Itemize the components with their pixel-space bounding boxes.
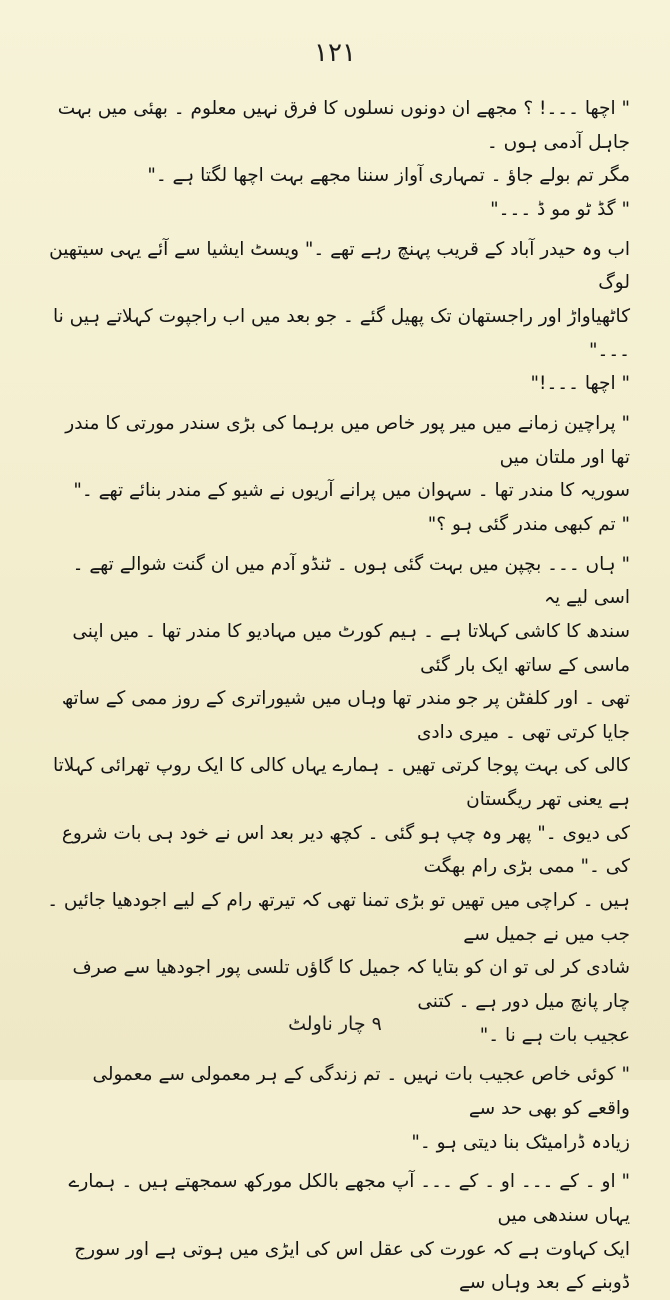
text-line: کالی کی بہت پوجا کرتی تھیں ۔ ہمارے یہاں کالی کا ایک روپ تھرائی کہلاتا ہے یعنی تھر ریگستان bbox=[52, 755, 630, 811]
text-line: " کوئی خاص عجیب بات نہیں ۔ تم زندگی کے ہر معمولی سے معمولی واقعے کو بھی حد سے bbox=[92, 1064, 630, 1120]
text-line: " تم کبھی مندر گئی ہو ؟" bbox=[427, 513, 630, 535]
text-line: شادی کر لی تو ان کو بتایا کہ جمیل کا گاؤں تلسی پور اجودھیا سے صرف چار پانچ میل دور ہے ۔ کتنی bbox=[72, 957, 630, 1013]
page-number: ۱۲۱ bbox=[314, 38, 356, 68]
text-line: ہیں ۔ کراچی میں تھیں تو بڑی تمنا تھی کہ تیرتھ رام کے لیے اجودھیا جائیں ۔ جب میں نے جمیل سے bbox=[47, 890, 630, 945]
text-line: سندھ کا کاشی کہلاتا ہے ۔ ہیم کورٹ میں مہادیو کا مندر تھا ۔ میں اپنی ماسی کے ساتھ ایک بار گئی bbox=[72, 620, 630, 676]
page-footer: ۹ چار ناولٹ bbox=[288, 1013, 382, 1035]
text-line: کاٹھیاواڑ اور راجستھان تک پھیل گئے ۔ جو بعد میں اب راجپوت کہلاتے ہیں نا ۔۔۔" bbox=[52, 305, 630, 361]
text-line: ایک کہاوت ہے کہ عورت کی عقل اس کی ایڑی میں ہوتی ہے اور سورج ڈوبنے کے بعد وہاں سے bbox=[74, 1238, 630, 1294]
text-line: " پراچین زمانے میں میر پور خاص میں برہما کی بڑی سندر مورتی کا مندر تھا اور ملتان میں bbox=[65, 412, 630, 468]
text-line: " او ۔ کے ۔۔۔ او ۔ کے ۔۔۔ آپ مجھے بالکل مورکھ سمجھتے ہیں ۔ ہمارے یہاں سندھی میں bbox=[68, 1171, 630, 1226]
text-line: تھی ۔ اور کلفٹن پر جو مندر تھا وہاں میں شیوراتری کے روز ممی کے ساتھ جایا کرتی تھی ۔ میری دادی bbox=[61, 688, 630, 743]
text-line: عجیب بات ہے نا ۔" bbox=[479, 1024, 630, 1046]
text-line: " گڈ ٹو مو ڈ ۔۔۔" bbox=[490, 198, 630, 220]
text-line: " اچھا ۔۔۔! ؟ مجھے ان دونوں نسلوں کا فرق نہیں معلوم ۔ بھئی میں بہت جاہل آدمی ہوں ۔ bbox=[57, 98, 630, 153]
text-line: کی دیوی ۔" پھر وہ چپ ہو گئی ۔ کچھ دیر بعد اس نے خود ہی بات شروع کی ۔" ممی بڑی رام بھگت bbox=[61, 822, 630, 878]
body-text bbox=[46, 92, 630, 1300]
text-line: اب وہ حیدر آباد کے قریب پہنچ رہے تھے ۔" ویسٹ ایشیا سے آئے یہی سیتھین لوگ bbox=[49, 238, 630, 294]
text-line: " اچھا ۔۔۔!" bbox=[530, 373, 630, 395]
text-line: زیادہ ڈرامیٹک بنا دیتی ہو ۔" bbox=[411, 1131, 630, 1153]
text-line: مگر تم بولے جاؤ ۔ تمہاری آواز سننا مجھے بہت اچھا لگتا ہے ۔" bbox=[147, 165, 630, 187]
text-line: " ہاں ۔۔۔ بچپن میں بہت گئی ہوں ۔ ٹنڈو آدم میں ان گنت شوالے تھے ۔ اسی لیے یہ bbox=[72, 553, 630, 609]
text-line: سوریہ کا مندر تھا ۔ سہوان میں پرانے آریوں نے شیو کے مندر بنائے تھے ۔" bbox=[73, 480, 630, 502]
